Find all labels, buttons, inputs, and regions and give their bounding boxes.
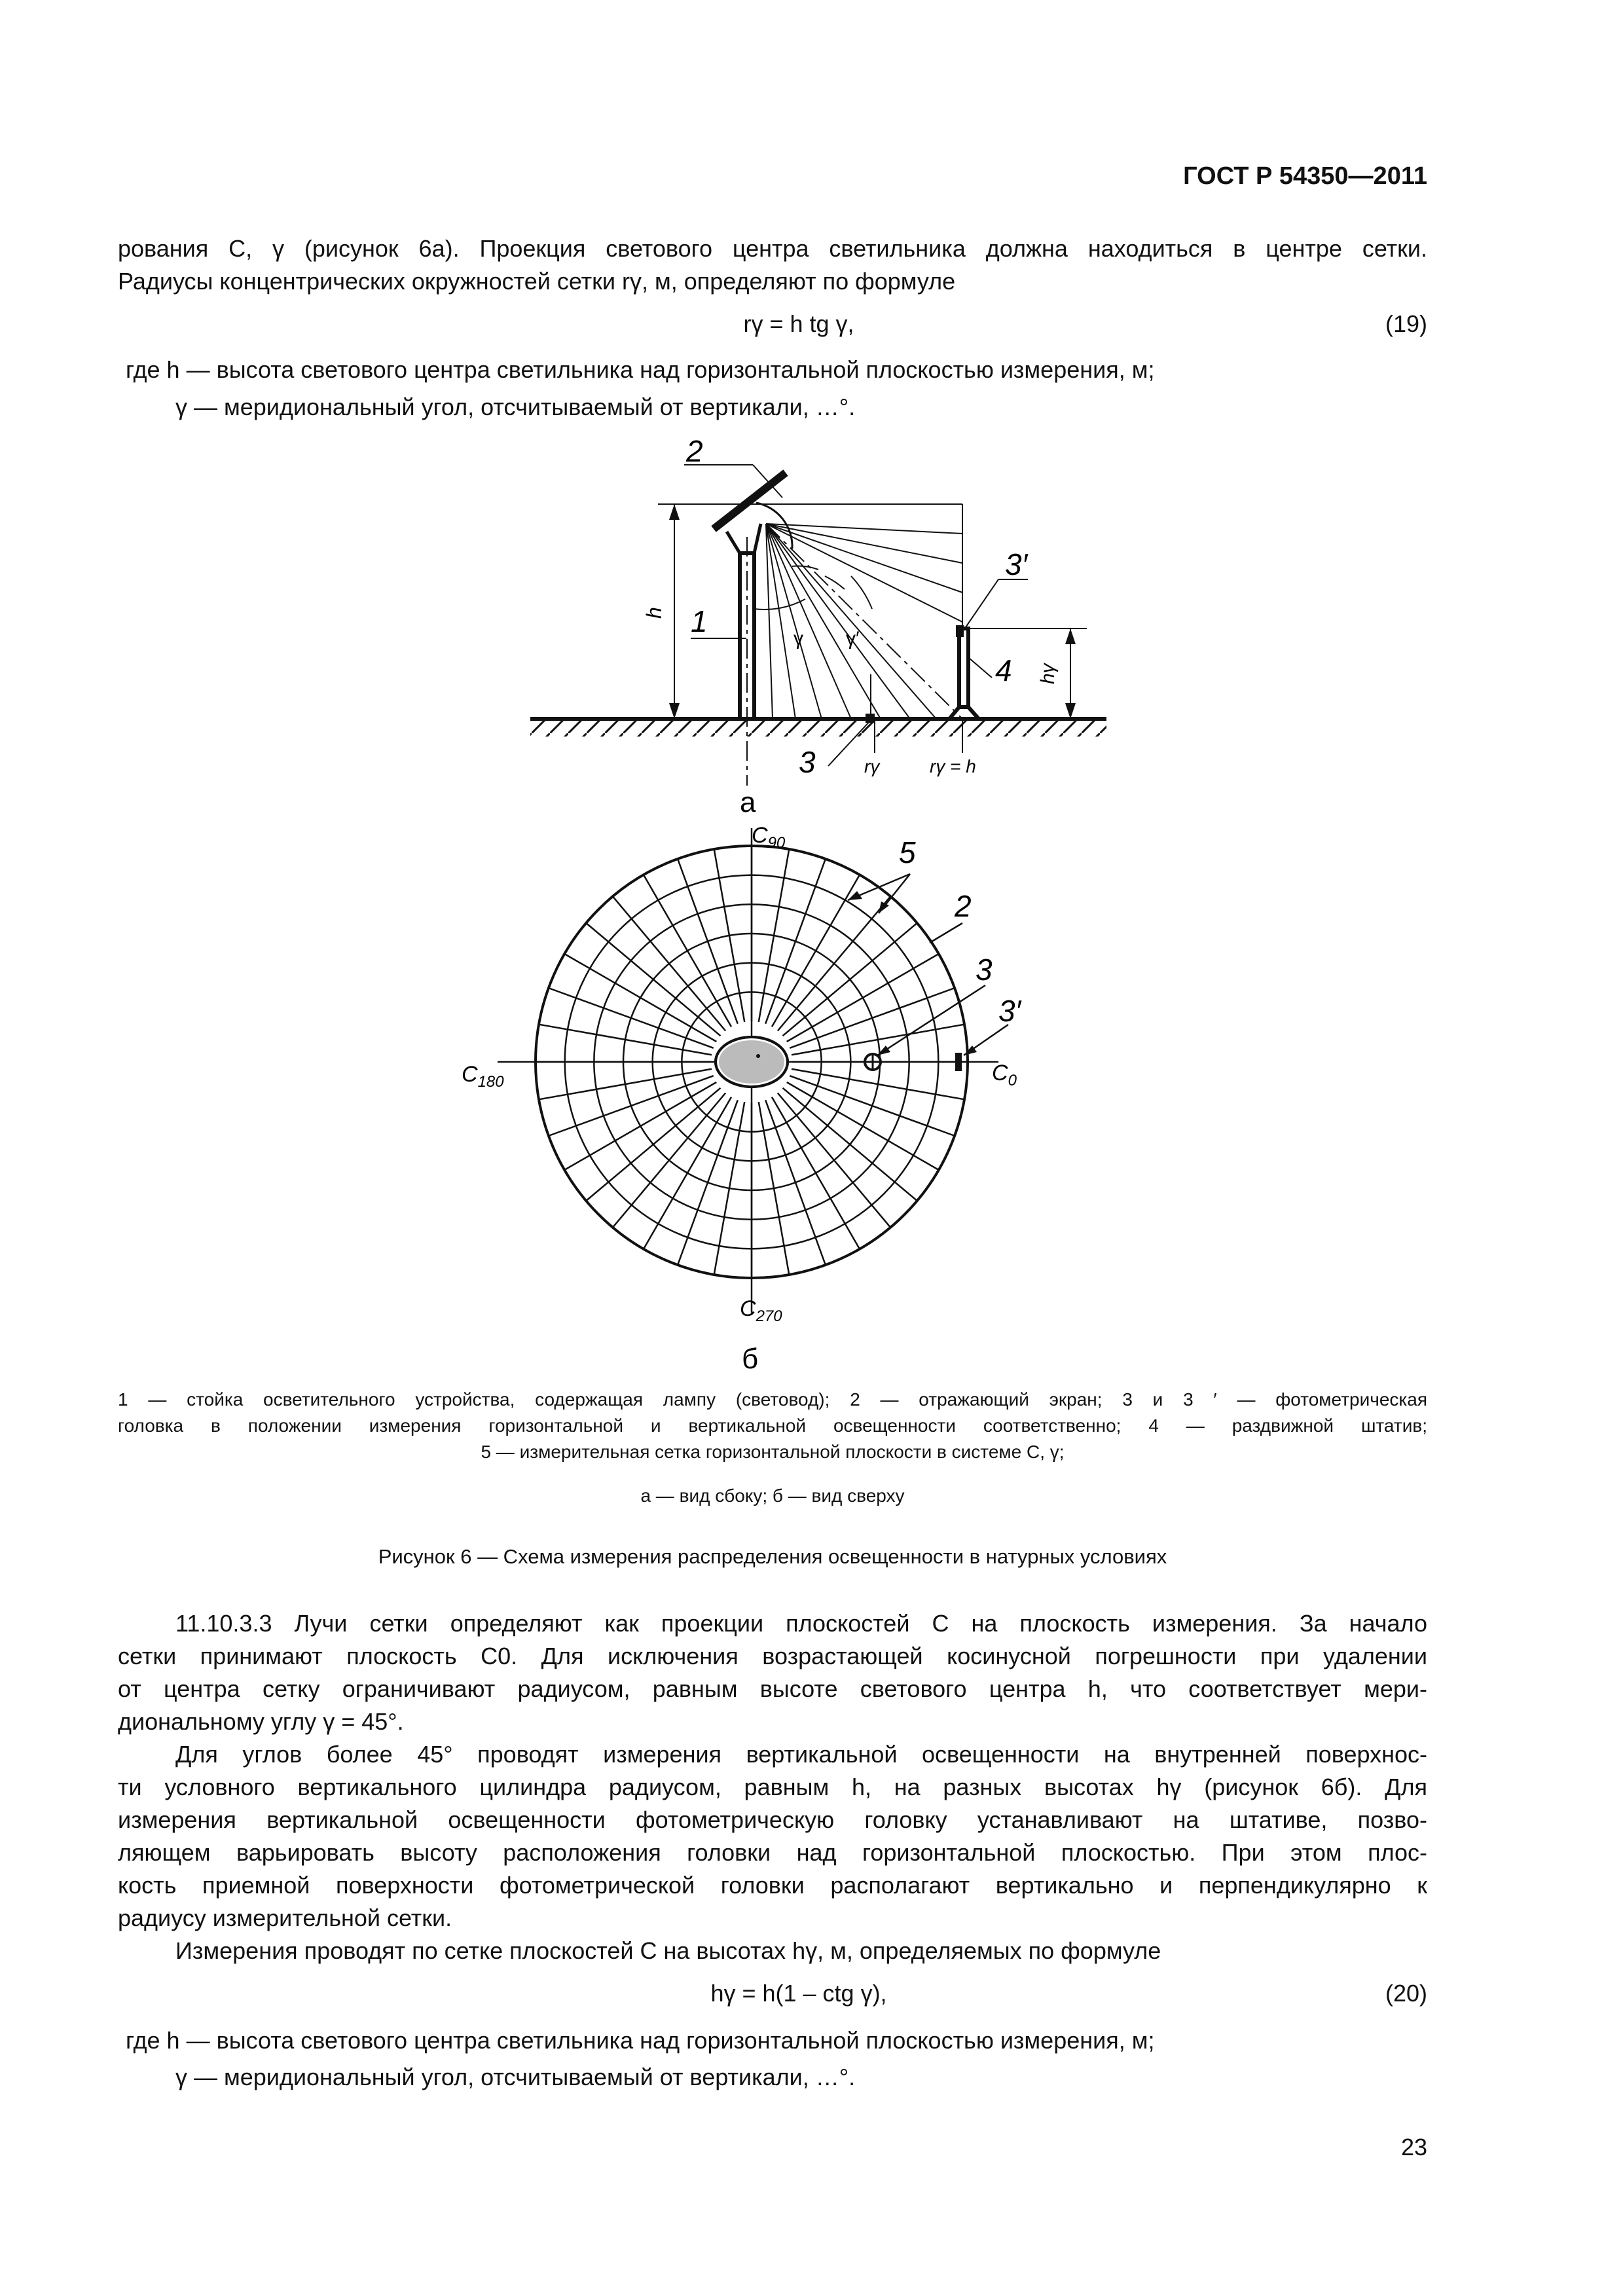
grid-ray [765,859,826,1024]
grid-ray [782,923,917,1036]
view-a-label: а [740,786,756,818]
grid-ray [790,988,955,1048]
para3-line-1: Измерения проводят по сетке плоскостей C на высотах hγ, м, определяемых по формуле [175,1937,1161,1964]
view-b-label: б [742,1343,759,1375]
where-gamma-2: γ — меридиональный угол, отсчитываемый от вертикали, …°. [175,2064,856,2090]
grid-ray [586,923,720,1036]
grid-ray [564,954,716,1042]
para1-line-2: сетки принимают плоскость C0. Для исключения возрастающей косинусной погрешности при удалении [118,1643,1427,1669]
grid-ray [549,1076,714,1136]
grid-ray [586,1088,720,1201]
para1-line-4: диональному углу γ = 45°. [118,1708,404,1735]
label-rg: rγ [864,756,880,776]
top-label-2: 2 [955,889,972,923]
where-h-2: где h — высота светового центра светильника над горизонтальной плоскостью измерения, м; [126,2027,1155,2054]
para2-line-3: измерения вертикальной освещенности фотометрическую головку устанавливают на штативе, позво- [118,1806,1427,1833]
tripod [959,629,968,707]
legend-line-3: 5 — измерительная сетка горизонтальной плоскости в системе C, γ; [481,1442,1065,1462]
grid-ray [790,1076,955,1136]
formula-20-number: (20) [1385,1980,1427,2007]
intro-line-2: Радиусы концентрических окружностей сетки rγ, м, определяют по формуле [118,268,956,295]
label-c90: $C_{90}$ [752,823,786,852]
grid-ray [772,875,860,1027]
grid-ray [549,988,714,1048]
para1-line-1: 11.10.3.3 Лучи сетки определяют как проекции плоскостей C на плоскость измерения. За начало [175,1610,1427,1637]
photometric-head-3p [956,625,964,637]
intro-line-1: рования C, γ (рисунок 6а). Проекция светового центра светильника должна находиться в центре сетки. [118,235,1427,262]
where-h-1: где h — высота светового центра светильника над горизонтальной плоскостью измерения, м; [126,356,1155,383]
grid-ray [765,1100,826,1265]
label-3p: 3′ [1005,547,1028,581]
label-h: h [642,607,666,619]
label-c270: $C_{270}$ [740,1296,782,1325]
label-3: 3 [799,745,816,779]
reflector [714,473,786,529]
label-hg: hγ [1037,663,1059,684]
para2-line-2: ти условного вертикального цилиндра радиусом, равным h, на разных высотах hγ (рисунок 6б). Для [118,1774,1427,1800]
grid-ray [564,1082,716,1170]
grid-ray [787,1082,939,1170]
para1-line-3: от центра сетку ограничивают радиусом, равным высоте светового центра h, что соответствует мери- [118,1675,1427,1702]
top-view [498,828,1008,1313]
label-2: 2 [686,434,703,468]
label-1: 1 [691,604,708,638]
photometric-head-3p-top [955,1053,962,1071]
grid-ray [644,1097,731,1249]
grid-ray [782,1088,917,1201]
grid-ray [778,896,890,1030]
legend-line-2: головка в положении измерения горизонтальной и вертикальной освещенности соответственно; 4 — раздвижной штатив; [118,1415,1427,1436]
formula-20: hγ = h(1 – ctg γ), [710,1980,887,2007]
grid-ray [613,896,725,1030]
formula-19-number: (19) [1385,310,1427,337]
label-rg-h: rγ = h [930,756,976,776]
grid-ray [678,1100,738,1265]
grid-ray [644,875,731,1027]
grid-ray [772,1097,860,1249]
where-gamma-1: γ — меридиональный угол, отсчитываемый от вертикали, …°. [175,393,856,420]
grid-ray [787,954,939,1042]
top-label-5: 5 [899,835,916,869]
document-code: ГОСТ Р 54350—2011 [1183,162,1427,190]
para2-line-6: радиусу измерительной сетки. [118,1904,452,1931]
grid-ray [678,859,738,1024]
page-number: 23 [1400,2134,1427,2160]
formula-19: rγ = h tg γ, [743,310,854,337]
grid-ray [778,1093,890,1227]
ground-hatching [530,721,1106,737]
label-c180: $C_{180}$ [462,1062,504,1091]
label-gamma: γ [793,628,803,649]
figure-title: Рисунок 6 — Схема измерения распределения освещенности в натурных условиях [378,1545,1167,1568]
label-c0: $C_0$ [992,1061,1017,1089]
para2-line-1: Для углов более 45° проводят измерения вертикальной освещенности на внутренней поверхнос- [175,1741,1427,1768]
para2-line-5: кость приемной поверхности фотометрической головки располагают вертикально и перпендикулярно к [118,1872,1427,1899]
para2-line-4: ляющем варьировать высоту расположения головки над горизонтальной плоскостью. При этом плос- [118,1839,1427,1866]
label-4: 4 [995,653,1012,687]
top-label-3p: 3′ [998,994,1021,1028]
legend-line-1: 1 — стойка осветительного устройства, содержащая лампу (световод); 2 — отражающий экран; 3 и 3 ′ — фотометрическая [118,1389,1427,1410]
side-view [530,465,1106,786]
top-label-3: 3 [976,953,993,987]
figure-views: а — вид сбоку; б — вид сверху [640,1485,905,1506]
grid-ray [613,1093,725,1227]
lamp-center [719,1040,784,1084]
label-gamma-prime: γ′ [846,628,860,649]
